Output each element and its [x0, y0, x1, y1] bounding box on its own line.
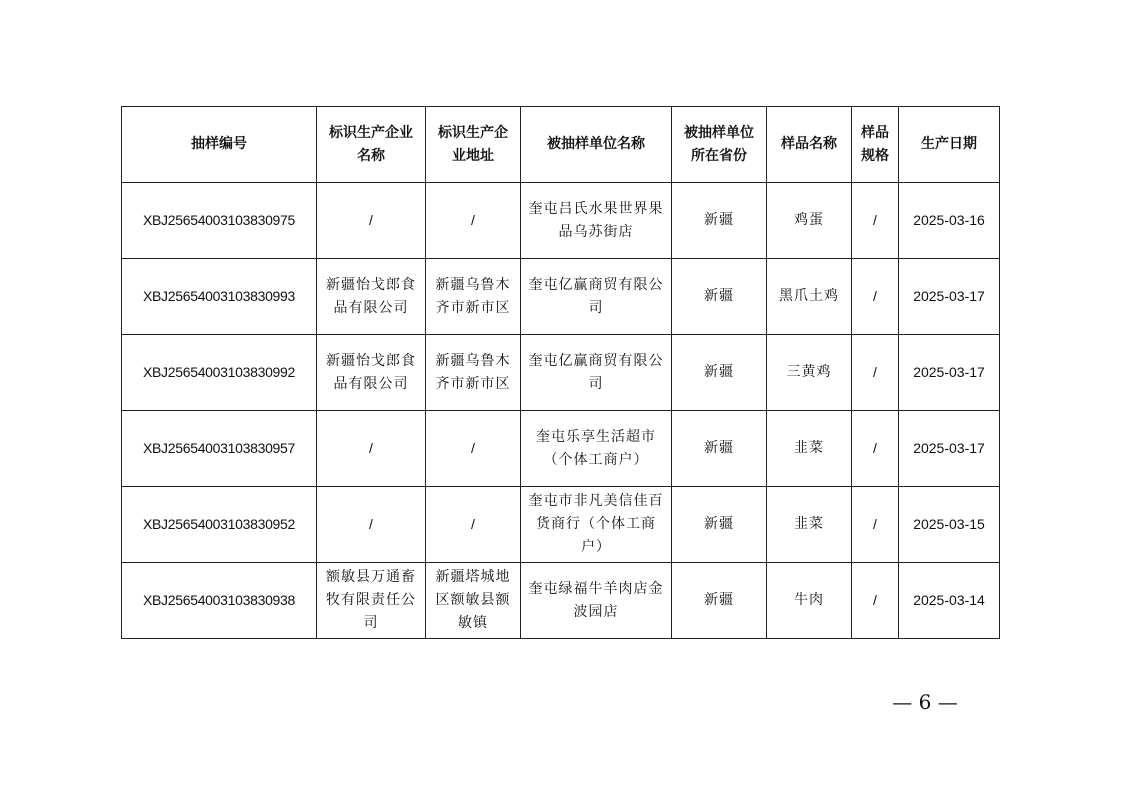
cell-sample-spec: /	[852, 411, 899, 487]
header-row	[122, 107, 1000, 183]
cell-manufacturer-address: 新疆塔城地区额敏县额敏镇	[426, 563, 521, 639]
cell-sample-name: 鸡蛋	[767, 183, 852, 259]
header-manufacturer-name: 标识生产企业名称	[317, 107, 426, 183]
header-manufacturer-address: 标识生产企业地址	[426, 107, 521, 183]
header-sample-code: 抽样编号	[122, 107, 317, 183]
cell-production-date: 2025-03-17	[899, 259, 1000, 335]
header-sample-name: 样品名称	[767, 107, 852, 183]
cell-sample-spec: /	[852, 487, 899, 563]
cell-production-date: 2025-03-16	[899, 183, 1000, 259]
sampling-results-table	[121, 106, 1000, 639]
cell-sample-spec: /	[852, 563, 899, 639]
cell-sampled-unit-name: 奎屯亿赢商贸有限公司	[521, 335, 672, 411]
cell-sample-code: XBJ25654003103830992	[122, 335, 317, 411]
cell-sample-spec: /	[852, 259, 899, 335]
cell-manufacturer-address: /	[426, 411, 521, 487]
cell-sample-code: XBJ25654003103830993	[122, 259, 317, 335]
cell-manufacturer-address: 新疆乌鲁木齐市新市区	[426, 335, 521, 411]
cell-production-date: 2025-03-17	[899, 411, 1000, 487]
table-row	[122, 563, 1000, 639]
header-production-date: 生产日期	[899, 107, 1000, 183]
cell-sample-name: 韭菜	[767, 411, 852, 487]
cell-sample-name: 三黄鸡	[767, 335, 852, 411]
cell-manufacturer-name: /	[317, 411, 426, 487]
cell-sampled-unit-name: 奎屯绿福牛羊肉店金波园店	[521, 563, 672, 639]
cell-sample-code: XBJ25654003103830957	[122, 411, 317, 487]
cell-manufacturer-name: 新疆怡戈郎食品有限公司	[317, 335, 426, 411]
cell-production-date: 2025-03-17	[899, 335, 1000, 411]
cell-sample-name: 黑爪土鸡	[767, 259, 852, 335]
cell-province: 新疆	[672, 563, 767, 639]
header-sampled-unit-name: 被抽样单位名称	[521, 107, 672, 183]
table-row	[122, 487, 1000, 563]
cell-manufacturer-name: 新疆怡戈郎食品有限公司	[317, 259, 426, 335]
cell-sample-code: XBJ25654003103830975	[122, 183, 317, 259]
cell-production-date: 2025-03-15	[899, 487, 1000, 563]
cell-sample-spec: /	[852, 183, 899, 259]
page-number: — 6 —	[892, 690, 958, 714]
cell-province: 新疆	[672, 335, 767, 411]
cell-sampled-unit-name: 奎屯乐享生活超市（个体工商户）	[521, 411, 672, 487]
cell-sample-code: XBJ25654003103830952	[122, 487, 317, 563]
cell-manufacturer-name: /	[317, 487, 426, 563]
cell-manufacturer-address: /	[426, 487, 521, 563]
header-sample-spec: 样品规格	[852, 107, 899, 183]
cell-sample-name: 韭菜	[767, 487, 852, 563]
cell-manufacturer-name: /	[317, 183, 426, 259]
cell-production-date: 2025-03-14	[899, 563, 1000, 639]
cell-sampled-unit-name: 奎屯亿赢商贸有限公司	[521, 259, 672, 335]
header-sampled-unit-province: 被抽样单位所在省份	[672, 107, 767, 183]
cell-province: 新疆	[672, 487, 767, 563]
table-row	[122, 259, 1000, 335]
cell-province: 新疆	[672, 183, 767, 259]
table-row	[122, 335, 1000, 411]
cell-province: 新疆	[672, 411, 767, 487]
table-row	[122, 411, 1000, 487]
cell-manufacturer-address: /	[426, 183, 521, 259]
cell-sample-code: XBJ25654003103830938	[122, 563, 317, 639]
cell-sampled-unit-name: 奎屯吕氏水果世界果品乌苏街店	[521, 183, 672, 259]
table-body	[122, 183, 1000, 639]
cell-sampled-unit-name: 奎屯市非凡美信佳百货商行（个体工商户）	[521, 487, 672, 563]
table-header	[122, 107, 1000, 183]
cell-manufacturer-address: 新疆乌鲁木齐市新市区	[426, 259, 521, 335]
cell-sample-name: 牛肉	[767, 563, 852, 639]
table-row	[122, 183, 1000, 259]
cell-sample-spec: /	[852, 335, 899, 411]
cell-province: 新疆	[672, 259, 767, 335]
cell-manufacturer-name: 额敏县万通畜牧有限责任公司	[317, 563, 426, 639]
